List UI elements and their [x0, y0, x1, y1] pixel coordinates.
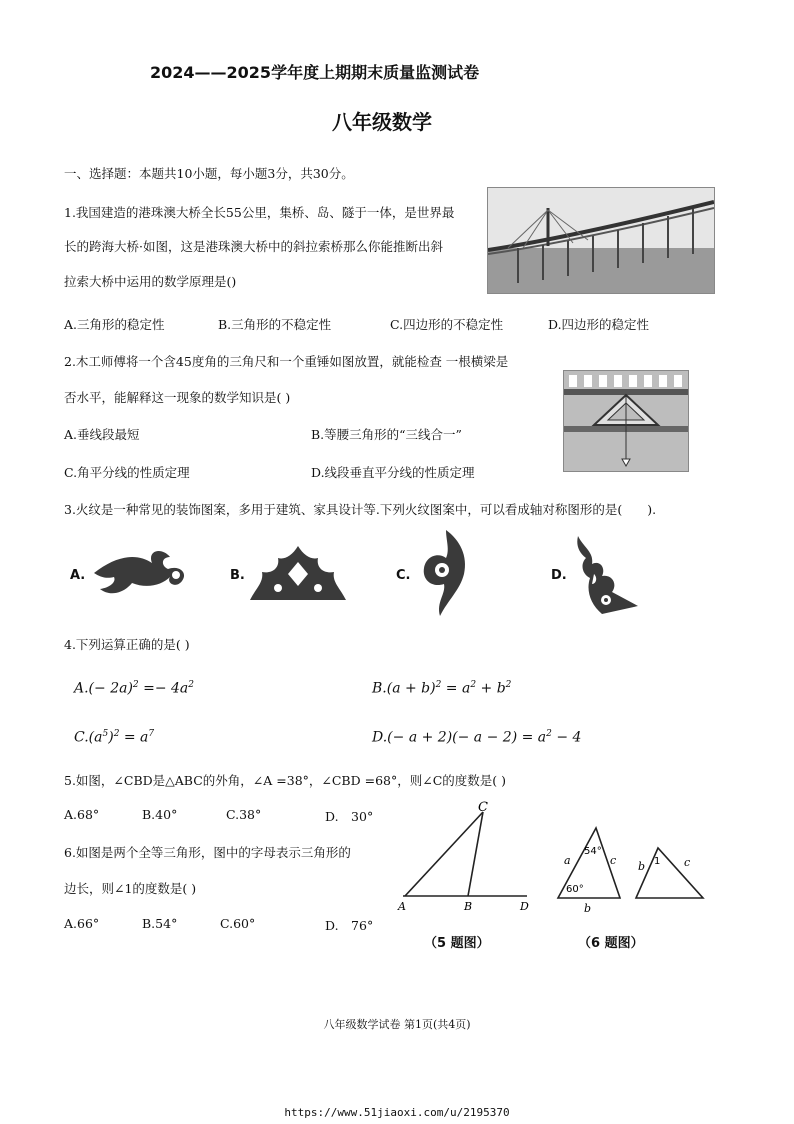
q6-side-c-left: c [610, 854, 617, 867]
q5-option-a: A.68° [64, 807, 100, 822]
q6-triangles-figure [548, 820, 718, 912]
q5-label-a: A [398, 900, 406, 912]
q5-label-b: B [464, 900, 473, 912]
q4-option-b: $B.(a + b)^2 = a^2 + b^2$ [372, 680, 512, 697]
q4-option-a: $A.(- 2a)^2 =- 4a^2$ [74, 680, 195, 697]
q3-label-b: B. [230, 568, 245, 583]
q6-option-d: D. 76° [325, 918, 374, 933]
fire-pattern-a-icon [92, 545, 192, 600]
q3-label-c: C. [396, 568, 411, 583]
ruler-plumb-illustration [564, 371, 688, 471]
q5-option-d: D. 30° [325, 809, 374, 824]
bridge-photo [487, 187, 715, 294]
page-footer: 八年级数学试卷 第1页(共4页) [323, 1018, 471, 1031]
q4-text: 4.下列运算正确的是( ) [64, 637, 190, 652]
q5-option-c: C.38° [226, 807, 262, 822]
q2-line2: 否水平，能解释这一现象的数学知识是( ) [64, 390, 291, 405]
q1-option-d: D.四边形的稳定性 [548, 317, 650, 332]
q6-side-b-left: b [584, 902, 592, 912]
q6-figure-caption: （6 题图） [578, 936, 644, 951]
carpenter-photo [563, 370, 689, 472]
q6-angle-54: 54° [584, 846, 602, 857]
q1-line3: 拉索大桥中运用的数学原理是() [64, 274, 237, 289]
q2-option-c: C.角平分线的性质定理 [64, 465, 190, 480]
q6-side-b-right: b [638, 860, 646, 873]
q5-label-d: D [520, 900, 529, 912]
q6-line2: 边长，则∠1的度数是( ) [64, 881, 197, 896]
q1-line2: 长的跨海大桥·如图，这是港珠澳大桥中的斜拉索桥那么你能推断出斜 [64, 239, 443, 254]
q6-option-b: B.54° [142, 916, 178, 931]
q5-triangle-figure [395, 800, 540, 912]
q5-label-c: C [478, 800, 488, 815]
section-heading: 一、选择题：本题共10小题，每小题3分，共30分。 [64, 166, 354, 181]
fire-pattern-c-icon [416, 528, 472, 618]
q2-line1: 2.木工师傅将一个含45度角的三角尺和一个重锤如图放置，就能检查 一根横梁是 [64, 354, 509, 369]
q4-option-d: $D.(- a + 2)(- a - 2) = a^2 - 4$ [372, 729, 582, 746]
q5-option-b: B.40° [142, 807, 178, 822]
q6-side-c-right: c [684, 856, 691, 869]
source-url[interactable]: https://www.51jiaoxi.com/u/2195370 [284, 1106, 510, 1119]
exam-title: 2024——2025学年度上期期末质量监测试卷 [150, 63, 480, 82]
q6-option-c: C.60° [220, 916, 256, 931]
q6-angle-60: 60° [566, 884, 584, 895]
q6-option-a: A.66° [64, 916, 100, 931]
q1-option-a: A.三角形的稳定性 [64, 317, 165, 332]
q6-line1: 6.如图是两个全等三角形，图中的字母表示三角形的 [64, 845, 351, 860]
q2-option-d: D.线段垂直平分线的性质定理 [311, 465, 475, 480]
q3-text: 3.火纹是一种常见的装饰图案，多用于建筑、家具设计等.下列火纹图案中，可以看成轴对称图形的是( ). [64, 502, 657, 517]
q2-option-a: A.垂线段最短 [64, 427, 140, 442]
q3-label-d: D. [551, 568, 567, 583]
q6-angle-1: 1 [654, 856, 661, 867]
q1-option-c: C.四边形的不稳定性 [390, 317, 504, 332]
exam-subject: 八年级数学 [332, 110, 432, 134]
q4-option-c: $C.(a^5)^2 = a^7$ [74, 729, 155, 746]
fire-pattern-d-icon [572, 534, 640, 616]
q1-option-b: B.三角形的不稳定性 [218, 317, 332, 332]
q1-line1: 1.我国建造的港珠澳大桥全长55公里，集桥、岛、隧于一体，是世界最 [64, 205, 455, 220]
q5-figure-caption: （5 题图） [424, 936, 490, 951]
q6-side-a: a [564, 854, 571, 867]
q5-text: 5.如图，∠CBD是△ABC的外角，∠A =38°，∠CBD =68°，则∠C的度数是( ) [64, 773, 507, 788]
q2-option-b: B.等腰三角形的“三线合一” [311, 427, 462, 442]
bridge-illustration [488, 188, 714, 293]
fire-pattern-b-icon [248, 542, 348, 604]
q3-label-a: A. [70, 568, 86, 583]
